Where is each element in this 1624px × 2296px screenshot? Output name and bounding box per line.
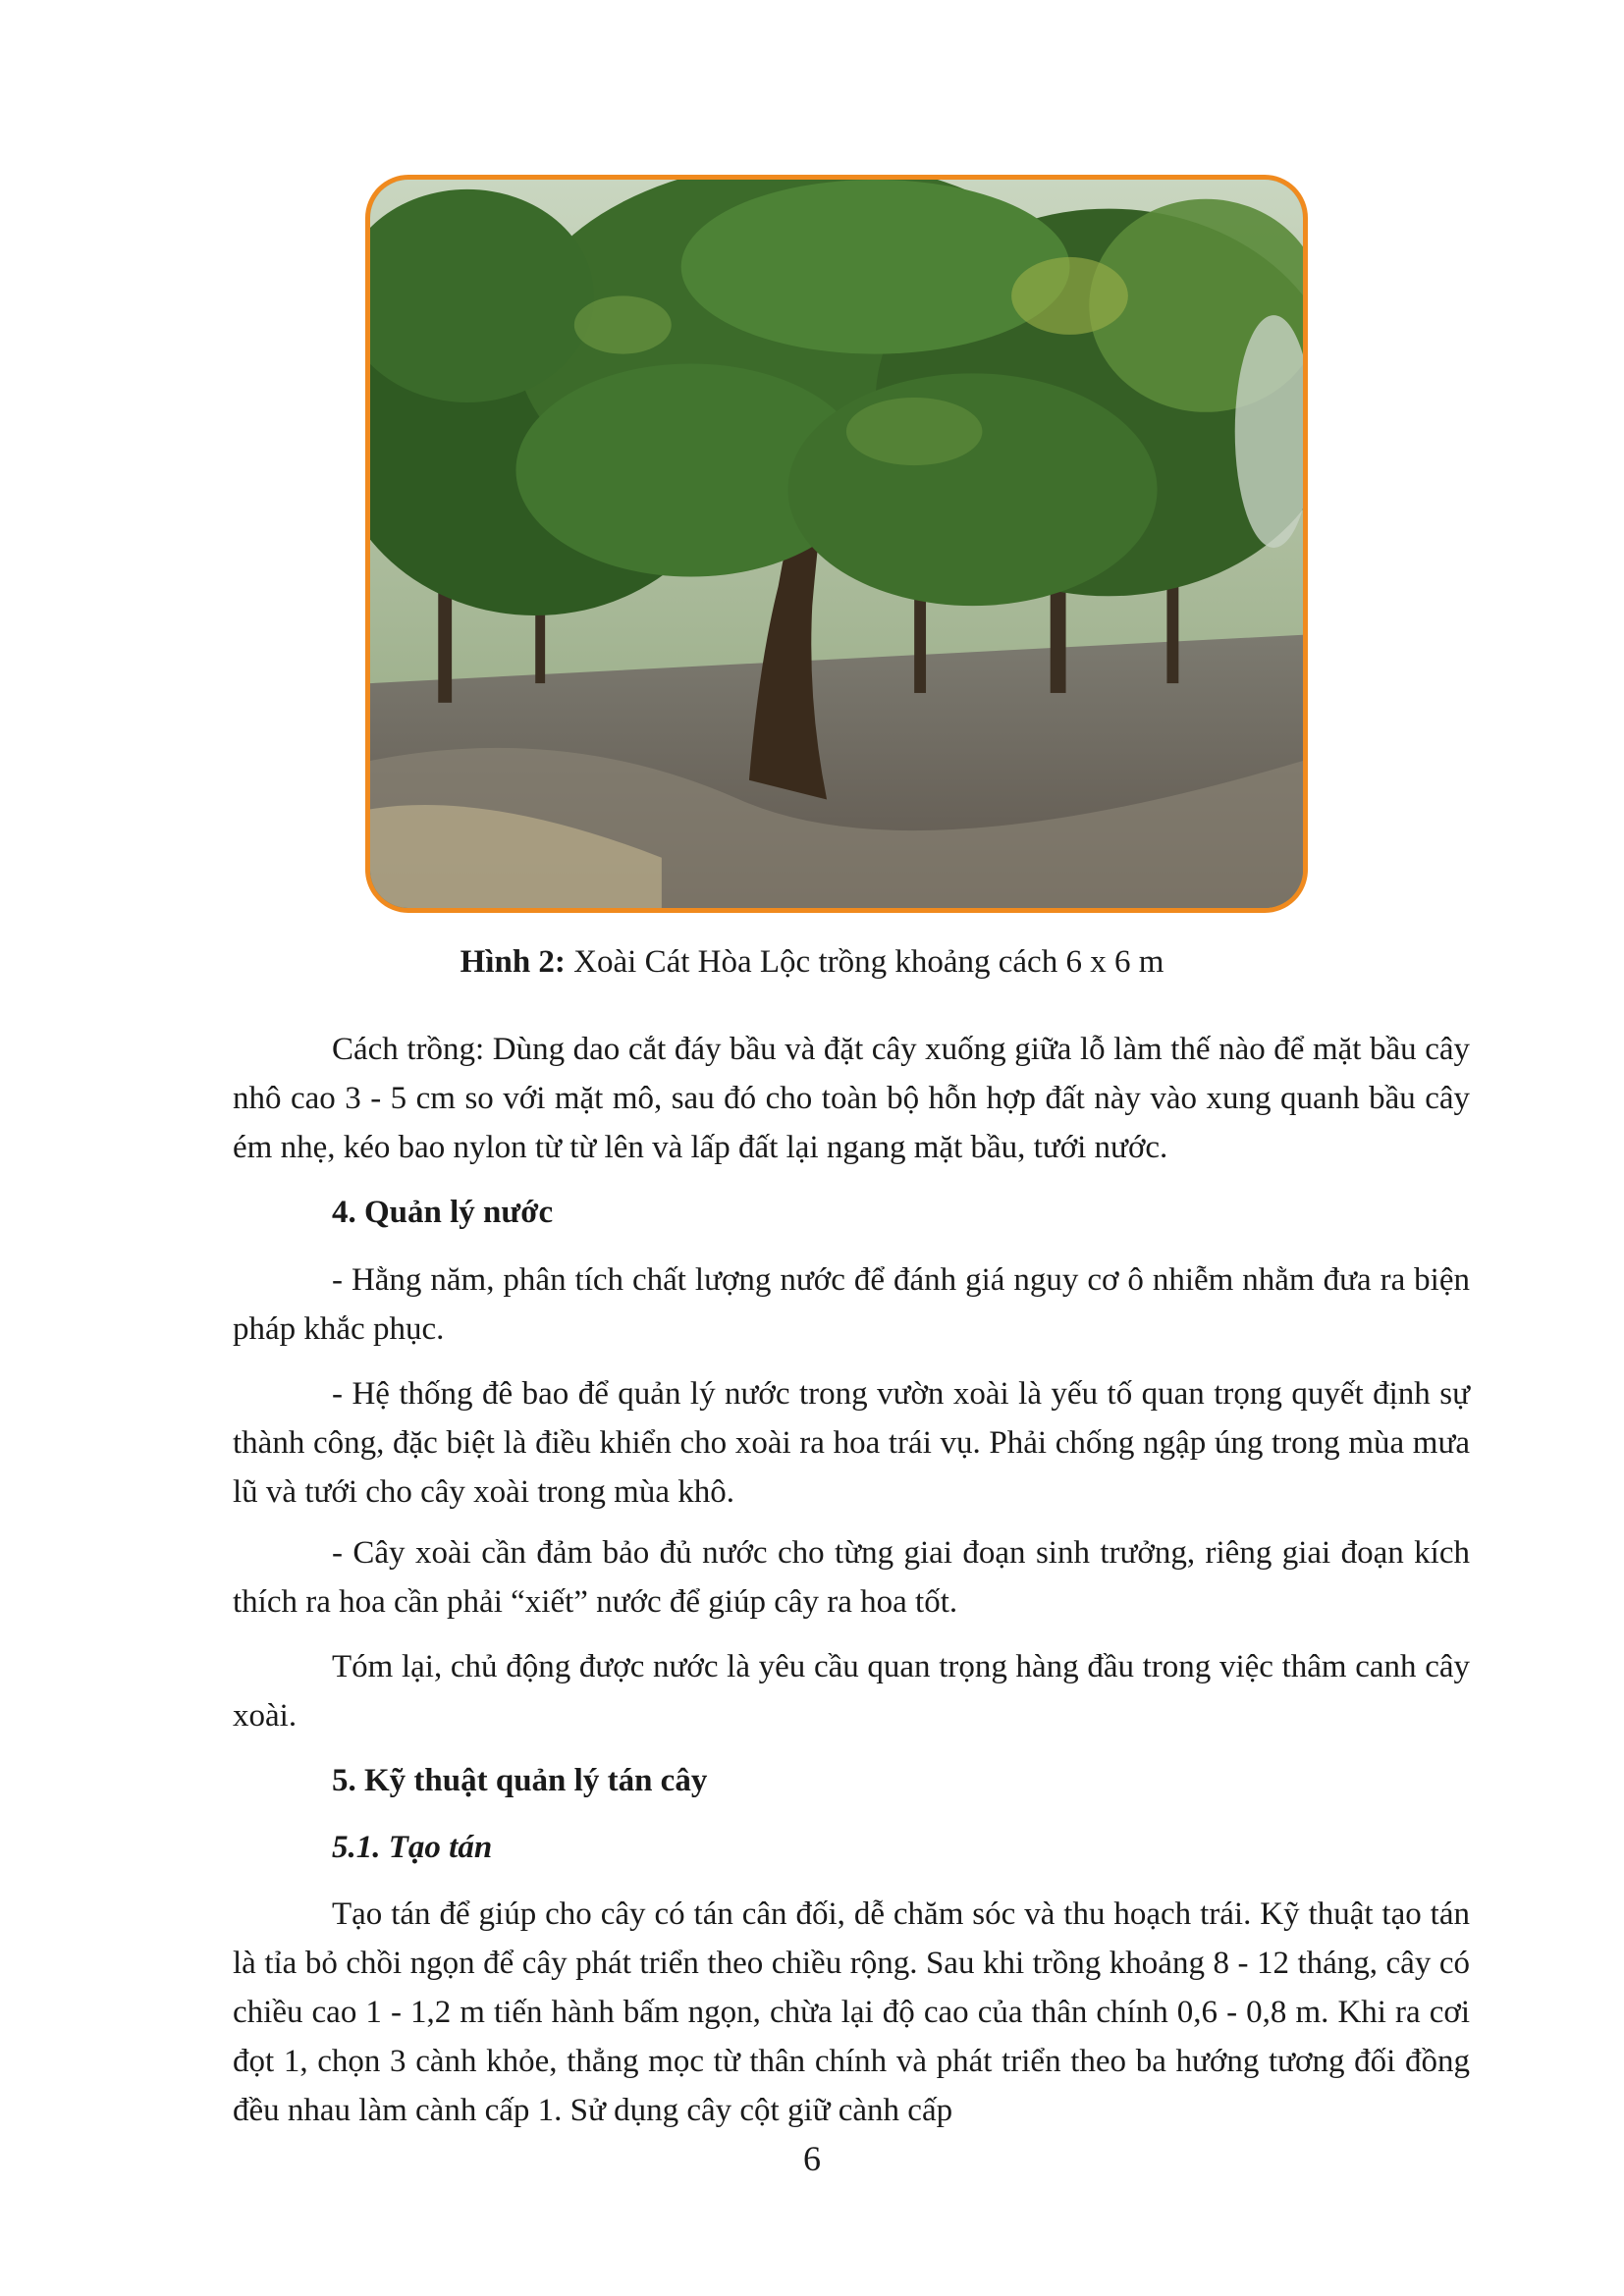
section-5-1	[233, 1823, 1470, 1872]
paragraph-summary: Tóm lại, chủ động được nước là yêu cầu quan trọng hàng đầu trong việc thâm canh cây xoài.	[233, 1649, 1470, 1734]
section-4-body-3	[233, 1528, 1470, 1627]
paragraph-water-1: - Hằng năm, phân tích chất lượng nước để đánh giá nguy cơ ô nhiễm nhằm đưa ra biện pháp khắc phục.	[233, 1262, 1470, 1347]
section-4-body	[233, 1255, 1470, 1354]
figure-photo-mango-orchard	[365, 175, 1308, 913]
figure-caption-label: Hình 2:	[460, 944, 566, 980]
paragraph-water-2: - Hệ thống đê bao để quản lý nước trong vườn xoài là yếu tố quan trọng quyết định sự thành công, đặc biệt là điều khiển cho xoài ra hoa trái vụ. Phải chống ngập úng trong mùa mưa lũ và tưới cho cây xoài trong mùa khô.	[233, 1376, 1470, 1510]
section-5	[233, 1756, 1470, 1805]
paragraph-shaping: Tạo tán để giúp cho cây có tán cân đối, dễ chăm sóc và thu hoạch trái. Kỹ thuật tạo tán là tỉa bỏ chồi ngọn để cây phát triển theo chiều rộng. Sau khi trồng khoảng 8 - 12 tháng, cây có chiều cao 1 - 1,2 m tiến hành bấm ngọn, chừa lại độ cao của thân chính 0,6 - 0,8 m. Khi ra cơi đọt 1, chọn 3 cành khỏe, thẳng mọc từ thân chính và phát triển theo ba hướng tương đối đồng đều nhau làm cành cấp 1. Sử dụng cây cột giữ cành cấp	[233, 1896, 1470, 2128]
figure-caption	[0, 944, 1624, 981]
page-number: 6	[803, 2139, 821, 2178]
figure-caption-text: Xoài Cát Hòa Lộc trồng khoảng cách 6 x 6 m	[565, 944, 1164, 980]
section-4-summary	[233, 1642, 1470, 1740]
paragraph-planting: Cách trồng: Dùng dao cắt đáy bầu và đặt cây xuống giữa lỗ làm thế nào để mặt bầu cây nhô cao 3 - 5 cm so với mặt mô, sau đó cho toàn bộ hỗn hợp đất này vào xung quanh bầu cây ém nhẹ, kéo bao nylon từ từ lên và lấp đất lại ngang mặt bầu, tưới nước.	[233, 1032, 1470, 1165]
paragraph-water-3: - Cây xoài cần đảm bảo đủ nước cho từng giai đoạn sinh trưởng, riêng giai đoạn kích thích ra hoa cần phải “xiết” nước để giúp cây ra hoa tốt.	[233, 1535, 1470, 1620]
heading-shaping: 5.1. Tạo tán	[332, 1830, 493, 1865]
section-5-1-body	[233, 1890, 1470, 2135]
section-4	[233, 1188, 1470, 1237]
heading-canopy-management: 5. Kỹ thuật quản lý tán cây	[332, 1763, 708, 1798]
section-4-body-2	[233, 1369, 1470, 1517]
mango-orchard-illustration	[370, 180, 1303, 908]
heading-water-management: 4. Quản lý nước	[332, 1195, 554, 1230]
body-text	[233, 1025, 1470, 1172]
